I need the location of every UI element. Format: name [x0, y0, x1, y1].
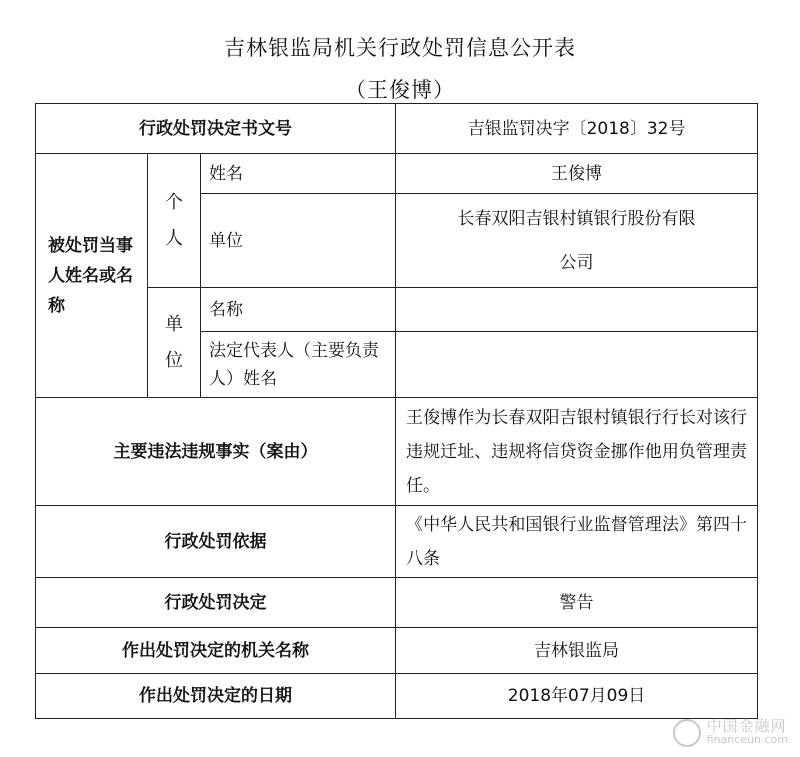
- facts-label: 主要违法违规事实（案由）: [36, 398, 396, 506]
- watermark-en-text: financeun.com: [706, 733, 788, 746]
- basis-label: 行政处罚依据: [36, 506, 396, 578]
- row-decision: [36, 578, 758, 628]
- entity-rep-value: [396, 332, 758, 398]
- entity-name-value: [396, 288, 758, 332]
- date-label: 作出处罚决定的日期: [36, 674, 396, 719]
- entity-label-char: 位: [165, 349, 183, 371]
- row-individual-name: [36, 154, 758, 194]
- authority-label: 作出处罚决定的机关名称: [36, 628, 396, 674]
- individual-label-char: 个: [165, 191, 183, 213]
- individual-label-char: 人: [165, 227, 183, 249]
- decision-label: 行政处罚决定: [36, 578, 396, 628]
- document-title: 吉林银监局机关行政处罚信息公开表: [224, 36, 576, 60]
- watermark: [673, 719, 788, 747]
- individual-unit-label: 单位: [201, 194, 396, 288]
- individual-unit-value: 长春双阳吉银村镇银行股份有限公司: [396, 194, 758, 288]
- decision-value: 警告: [396, 578, 758, 628]
- entity-group-label: [148, 288, 201, 398]
- watermark-cn-text: 中国金融网: [706, 717, 787, 735]
- penalty-info-table: [35, 103, 758, 719]
- row-doc-number: [36, 104, 758, 154]
- basis-value: 《中华人民共和国银行业监督管理法》第四十八条: [396, 506, 758, 578]
- individual-group-label: [148, 154, 201, 288]
- watermark-logo-icon: [673, 719, 701, 747]
- document-subtitle: （王俊博）: [345, 78, 455, 102]
- row-authority: [36, 628, 758, 674]
- individual-name-label: 姓名: [201, 154, 396, 194]
- doc-number-label: 行政处罚决定书文号: [36, 104, 396, 154]
- entity-label-char: 单: [165, 313, 183, 335]
- entity-rep-label: 法定代表人（主要负责人）姓名: [201, 332, 396, 398]
- row-facts: [36, 398, 758, 506]
- authority-value: 吉林银监局: [396, 628, 758, 674]
- date-value: 2018年07月09日: [396, 674, 758, 719]
- row-date: [36, 674, 758, 719]
- facts-value: 王俊博作为长春双阳吉银村镇银行行长对该行违规迁址、违规将信贷资金挪作他用负管理责任。: [396, 398, 758, 506]
- individual-name-value: 王俊博: [396, 154, 758, 194]
- doc-number-value: 吉银监罚决字〔2018〕32号: [396, 104, 758, 154]
- row-basis: [36, 506, 758, 578]
- party-label: 被处罚当事人姓名或名称: [36, 154, 148, 398]
- entity-name-label: 名称: [201, 288, 396, 332]
